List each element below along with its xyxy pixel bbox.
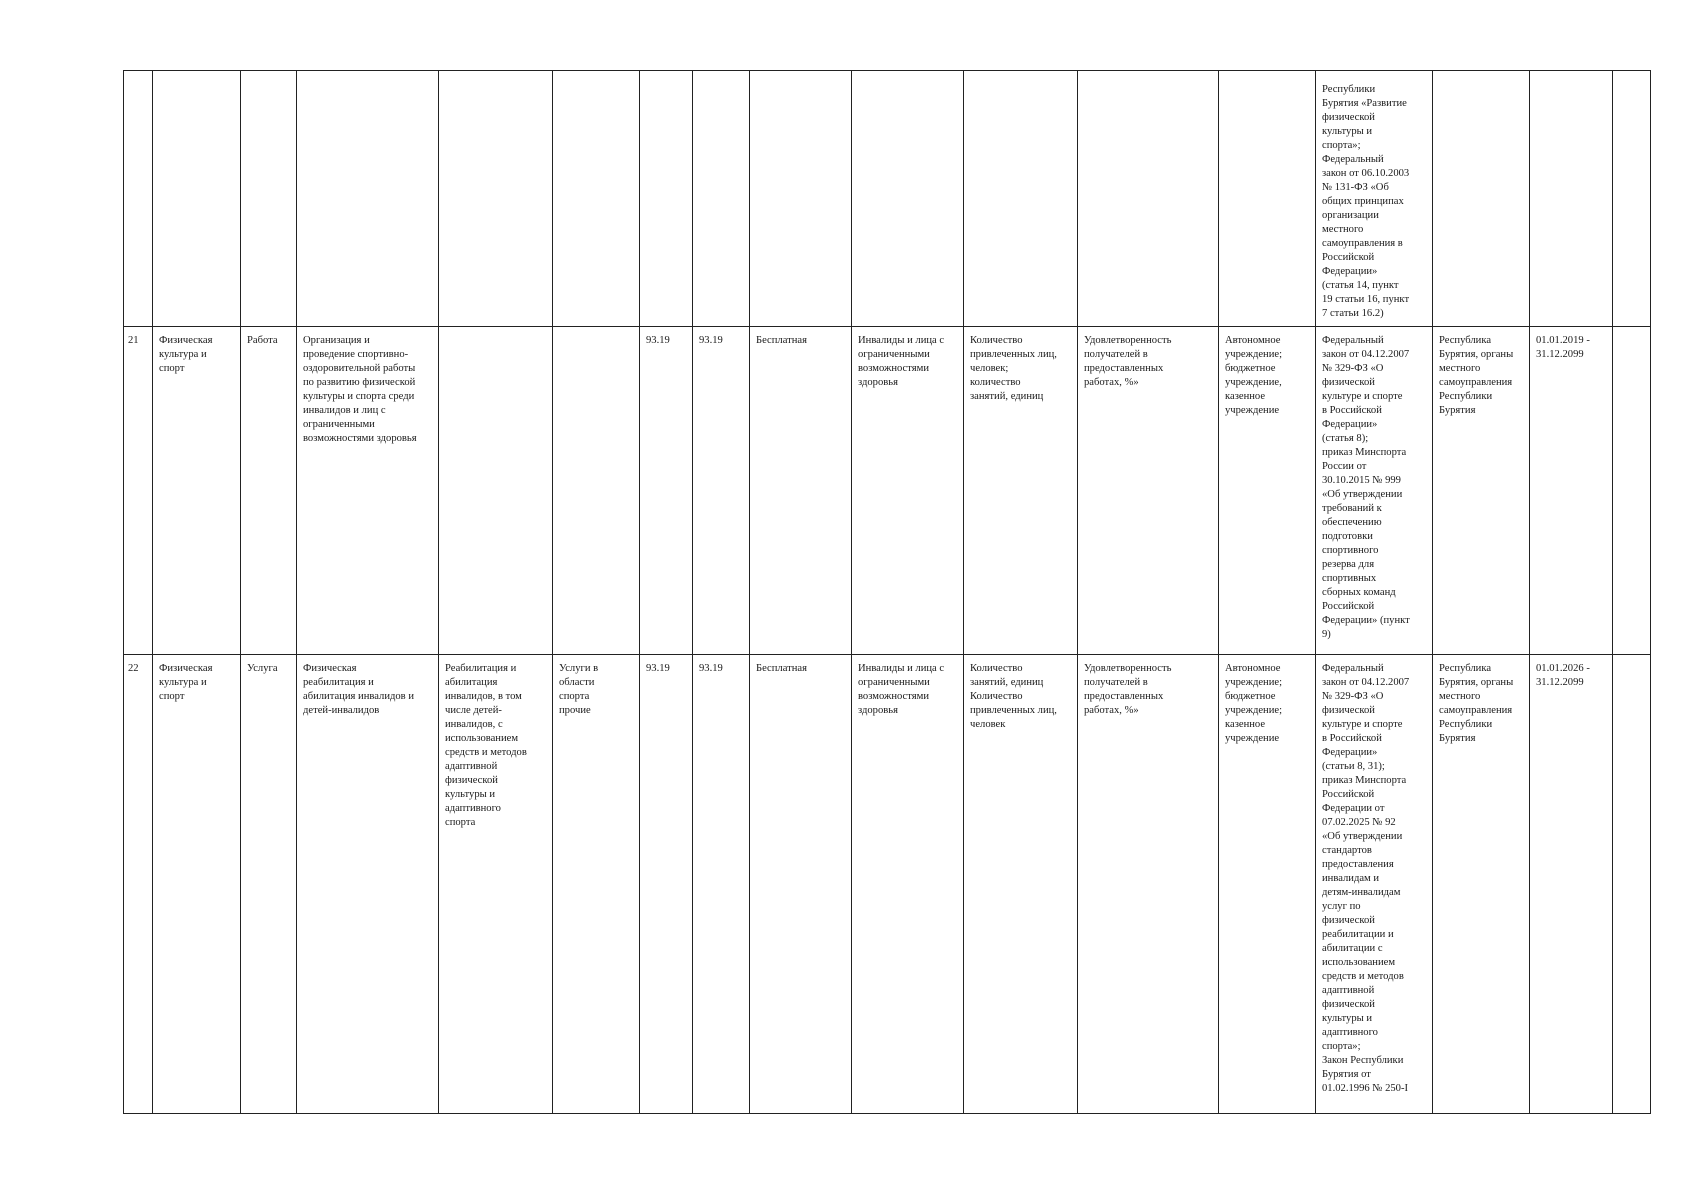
content-cell bbox=[439, 327, 553, 655]
quality-indicators-cell: Удовлетворенность получателей в предоставленных работах, %» bbox=[1078, 655, 1219, 1114]
sphere-cell: Физическая культура и спорт bbox=[153, 327, 241, 655]
okved-code-cell: 93.19 bbox=[640, 655, 693, 1114]
table-row bbox=[124, 71, 1651, 327]
period-cell: 01.01.2026 - 31.12.2099 bbox=[1530, 655, 1613, 1114]
okved-code-cell-2 bbox=[693, 71, 750, 327]
legal-basis-cell: Федеральный закон от 04.12.2007 № 329-ФЗ «О физической культуре и спорте в Российской Федерации» (статьи 8, 31); приказ Минспорта Российской Федерации от 07.02.2025 № 92 «Об утверждении стандартов предоставления инвалидам и детям-инвалидам услуг по физической реабилитации и абилитации с использованием средств и методов адаптивной физической культуры и адаптивного спорта»; Закон Республики Бурятия от 01.02.1996 № 250-I bbox=[1316, 655, 1433, 1114]
payment-cell: Бесплатная bbox=[750, 327, 852, 655]
consumers-cell: Инвалиды и лица с ограниченными возможностями здоровья bbox=[852, 327, 964, 655]
consumers-cell: Инвалиды и лица с ограниченными возможностями здоровья bbox=[852, 655, 964, 1114]
okved-code-cell bbox=[640, 71, 693, 327]
okved-name-cell bbox=[553, 327, 640, 655]
content-cell bbox=[439, 71, 553, 327]
authorities-cell: Республика Бурятия, органы местного самоуправления Республики Бурятия bbox=[1433, 327, 1530, 655]
name-cell: Физическая реабилитация и абилитация инвалидов и детей-инвалидов bbox=[297, 655, 439, 1114]
row-number: 22 bbox=[124, 655, 153, 1114]
quality-indicators-cell: Удовлетворенность получателей в предоставленных работах, %» bbox=[1078, 327, 1219, 655]
okved-code-cell-2: 93.19 bbox=[693, 327, 750, 655]
institutions-cell: Автономное учреждение; бюджетное учреждение; казенное учреждение bbox=[1219, 655, 1316, 1114]
okved-name-cell: Услуги в области спорта прочие bbox=[553, 655, 640, 1114]
okved-name-cell bbox=[553, 71, 640, 327]
table-row bbox=[124, 327, 1651, 655]
institutions-cell: Автономное учреждение; бюджетное учреждение, казенное учреждение bbox=[1219, 327, 1316, 655]
institutions-cell bbox=[1219, 71, 1316, 327]
content-cell: Реабилитация и абилитация инвалидов, в том числе детей- инвалидов, с использованием средств и методов адаптивной физической культуры и адаптивного спорта bbox=[439, 655, 553, 1114]
volume-indicators-cell bbox=[964, 71, 1078, 327]
quality-indicators-cell bbox=[1078, 71, 1219, 327]
payment-cell bbox=[750, 71, 852, 327]
authorities-cell bbox=[1433, 71, 1530, 327]
payment-cell: Бесплатная bbox=[750, 655, 852, 1114]
extra-cell bbox=[1613, 327, 1651, 655]
period-cell: 01.01.2019 - 31.12.2099 bbox=[1530, 327, 1613, 655]
type-cell: Работа bbox=[241, 327, 297, 655]
name-cell bbox=[297, 71, 439, 327]
sphere-cell: Физическая культура и спорт bbox=[153, 655, 241, 1114]
period-cell bbox=[1530, 71, 1613, 327]
extra-cell bbox=[1613, 71, 1651, 327]
row-number: 21 bbox=[124, 327, 153, 655]
volume-indicators-cell: Количество занятий, единиц Количество привлеченных лиц, человек bbox=[964, 655, 1078, 1114]
legal-basis-cell: Республики Бурятия «Развитие физической культуры и спорта»; Федеральный закон от 06.10.2003 № 131-ФЗ «Об общих принципах организации местного самоуправления в Российской Федерации» (статья 14, пункт 19 статьи 16, пункт 7 статьи 16.2) bbox=[1316, 71, 1433, 327]
name-cell: Организация и проведение спортивно- оздоровительной работы по развитию физической культуры и спорта среди инвалидов и лиц с ограниченными возможностями здоровья bbox=[297, 327, 439, 655]
sphere-cell bbox=[153, 71, 241, 327]
table-row bbox=[124, 655, 1651, 1114]
okved-code-cell: 93.19 bbox=[640, 327, 693, 655]
okved-code-cell-2: 93.19 bbox=[693, 655, 750, 1114]
services-registry-table bbox=[123, 70, 1651, 1114]
extra-cell bbox=[1613, 655, 1651, 1114]
authorities-cell: Республика Бурятия, органы местного самоуправления Республики Бурятия bbox=[1433, 655, 1530, 1114]
type-cell: Услуга bbox=[241, 655, 297, 1114]
legal-basis-cell: Федеральный закон от 04.12.2007 № 329-ФЗ «О физической культуре и спорте в Российской Федерации» (статья 8); приказ Минспорта России от 30.10.2015 № 999 «Об утверждении требований к обеспечению подготовки спортивного резерва для спортивных сборных команд Российской Федерации» (пункт 9) bbox=[1316, 327, 1433, 655]
row-number bbox=[124, 71, 153, 327]
consumers-cell bbox=[852, 71, 964, 327]
type-cell bbox=[241, 71, 297, 327]
volume-indicators-cell: Количество привлеченных лиц, человек; количество занятий, единиц bbox=[964, 327, 1078, 655]
